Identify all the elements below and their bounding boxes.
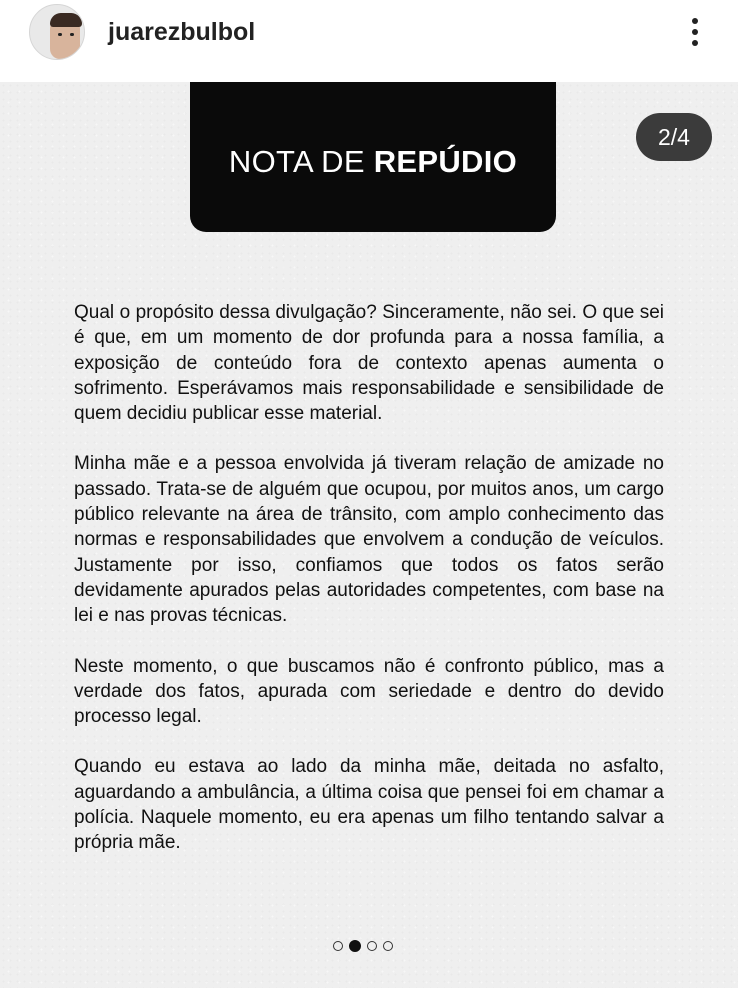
paragraph: Quando eu estava ao lado da minha mãe, deitada no asfalto, aguardando a ambulância, a última coisa que pensei foi em chamar a polícia. Naquele momento, eu era apenas um filho tentando salvar a própria mãe. (74, 756, 664, 854)
carousel-dot[interactable] (383, 941, 393, 951)
more-options-icon[interactable] (680, 14, 710, 50)
banner-title (190, 144, 556, 180)
paragraph: Minha mãe e a pessoa envolvida já tiveram relação de amizade no passado. Trata-se de alguém que ocupou, por muitos anos, um cargo público relevante na área de trânsito, com amplo conhecimento das normas e responsabilidades que envolvem a condução de veículos. Justamente por isso, confiamos que todos os fatos serão devidamente apurados pelas autoridades competentes, com base na lei e nas provas técnicas. (74, 453, 664, 627)
banner-title-light: NOTA DE (228, 144, 365, 179)
carousel-dot[interactable] (349, 940, 361, 952)
statement-text (74, 300, 664, 881)
menu-dot (692, 40, 698, 46)
post-image[interactable] (0, 82, 738, 988)
post-header (0, 0, 738, 82)
paragraph: Qual o propósito dessa divulgação? Sinceramente, não sei. O que sei é que, em um momento de dor profunda para a nossa família, a exposição de conteúdo fora de contexto apenas aumenta o sofrimento. Esperávamos mais responsabilidade e sensibilidade de quem decidiu publicar esse material. (74, 302, 664, 425)
profile-avatar[interactable] (29, 4, 85, 60)
avatar-eye-right (70, 33, 74, 36)
slide-counter-badge: 2/4 (636, 113, 712, 161)
paragraph: Neste momento, o que buscamos não é confronto público, mas a verdade dos fatos, apurada com seriedade e dentro do devido processo legal. (74, 655, 664, 728)
avatar-hair (50, 13, 82, 27)
title-banner (190, 82, 556, 232)
banner-title-bold: REPÚDIO (373, 144, 518, 179)
menu-dot (692, 18, 698, 24)
carousel-dot[interactable] (333, 941, 343, 951)
carousel-dot[interactable] (367, 941, 377, 951)
username-link[interactable]: juarezbulbol (108, 18, 256, 46)
menu-dot (692, 29, 698, 35)
avatar-eye-left (58, 33, 62, 36)
carousel-indicator (333, 939, 393, 953)
